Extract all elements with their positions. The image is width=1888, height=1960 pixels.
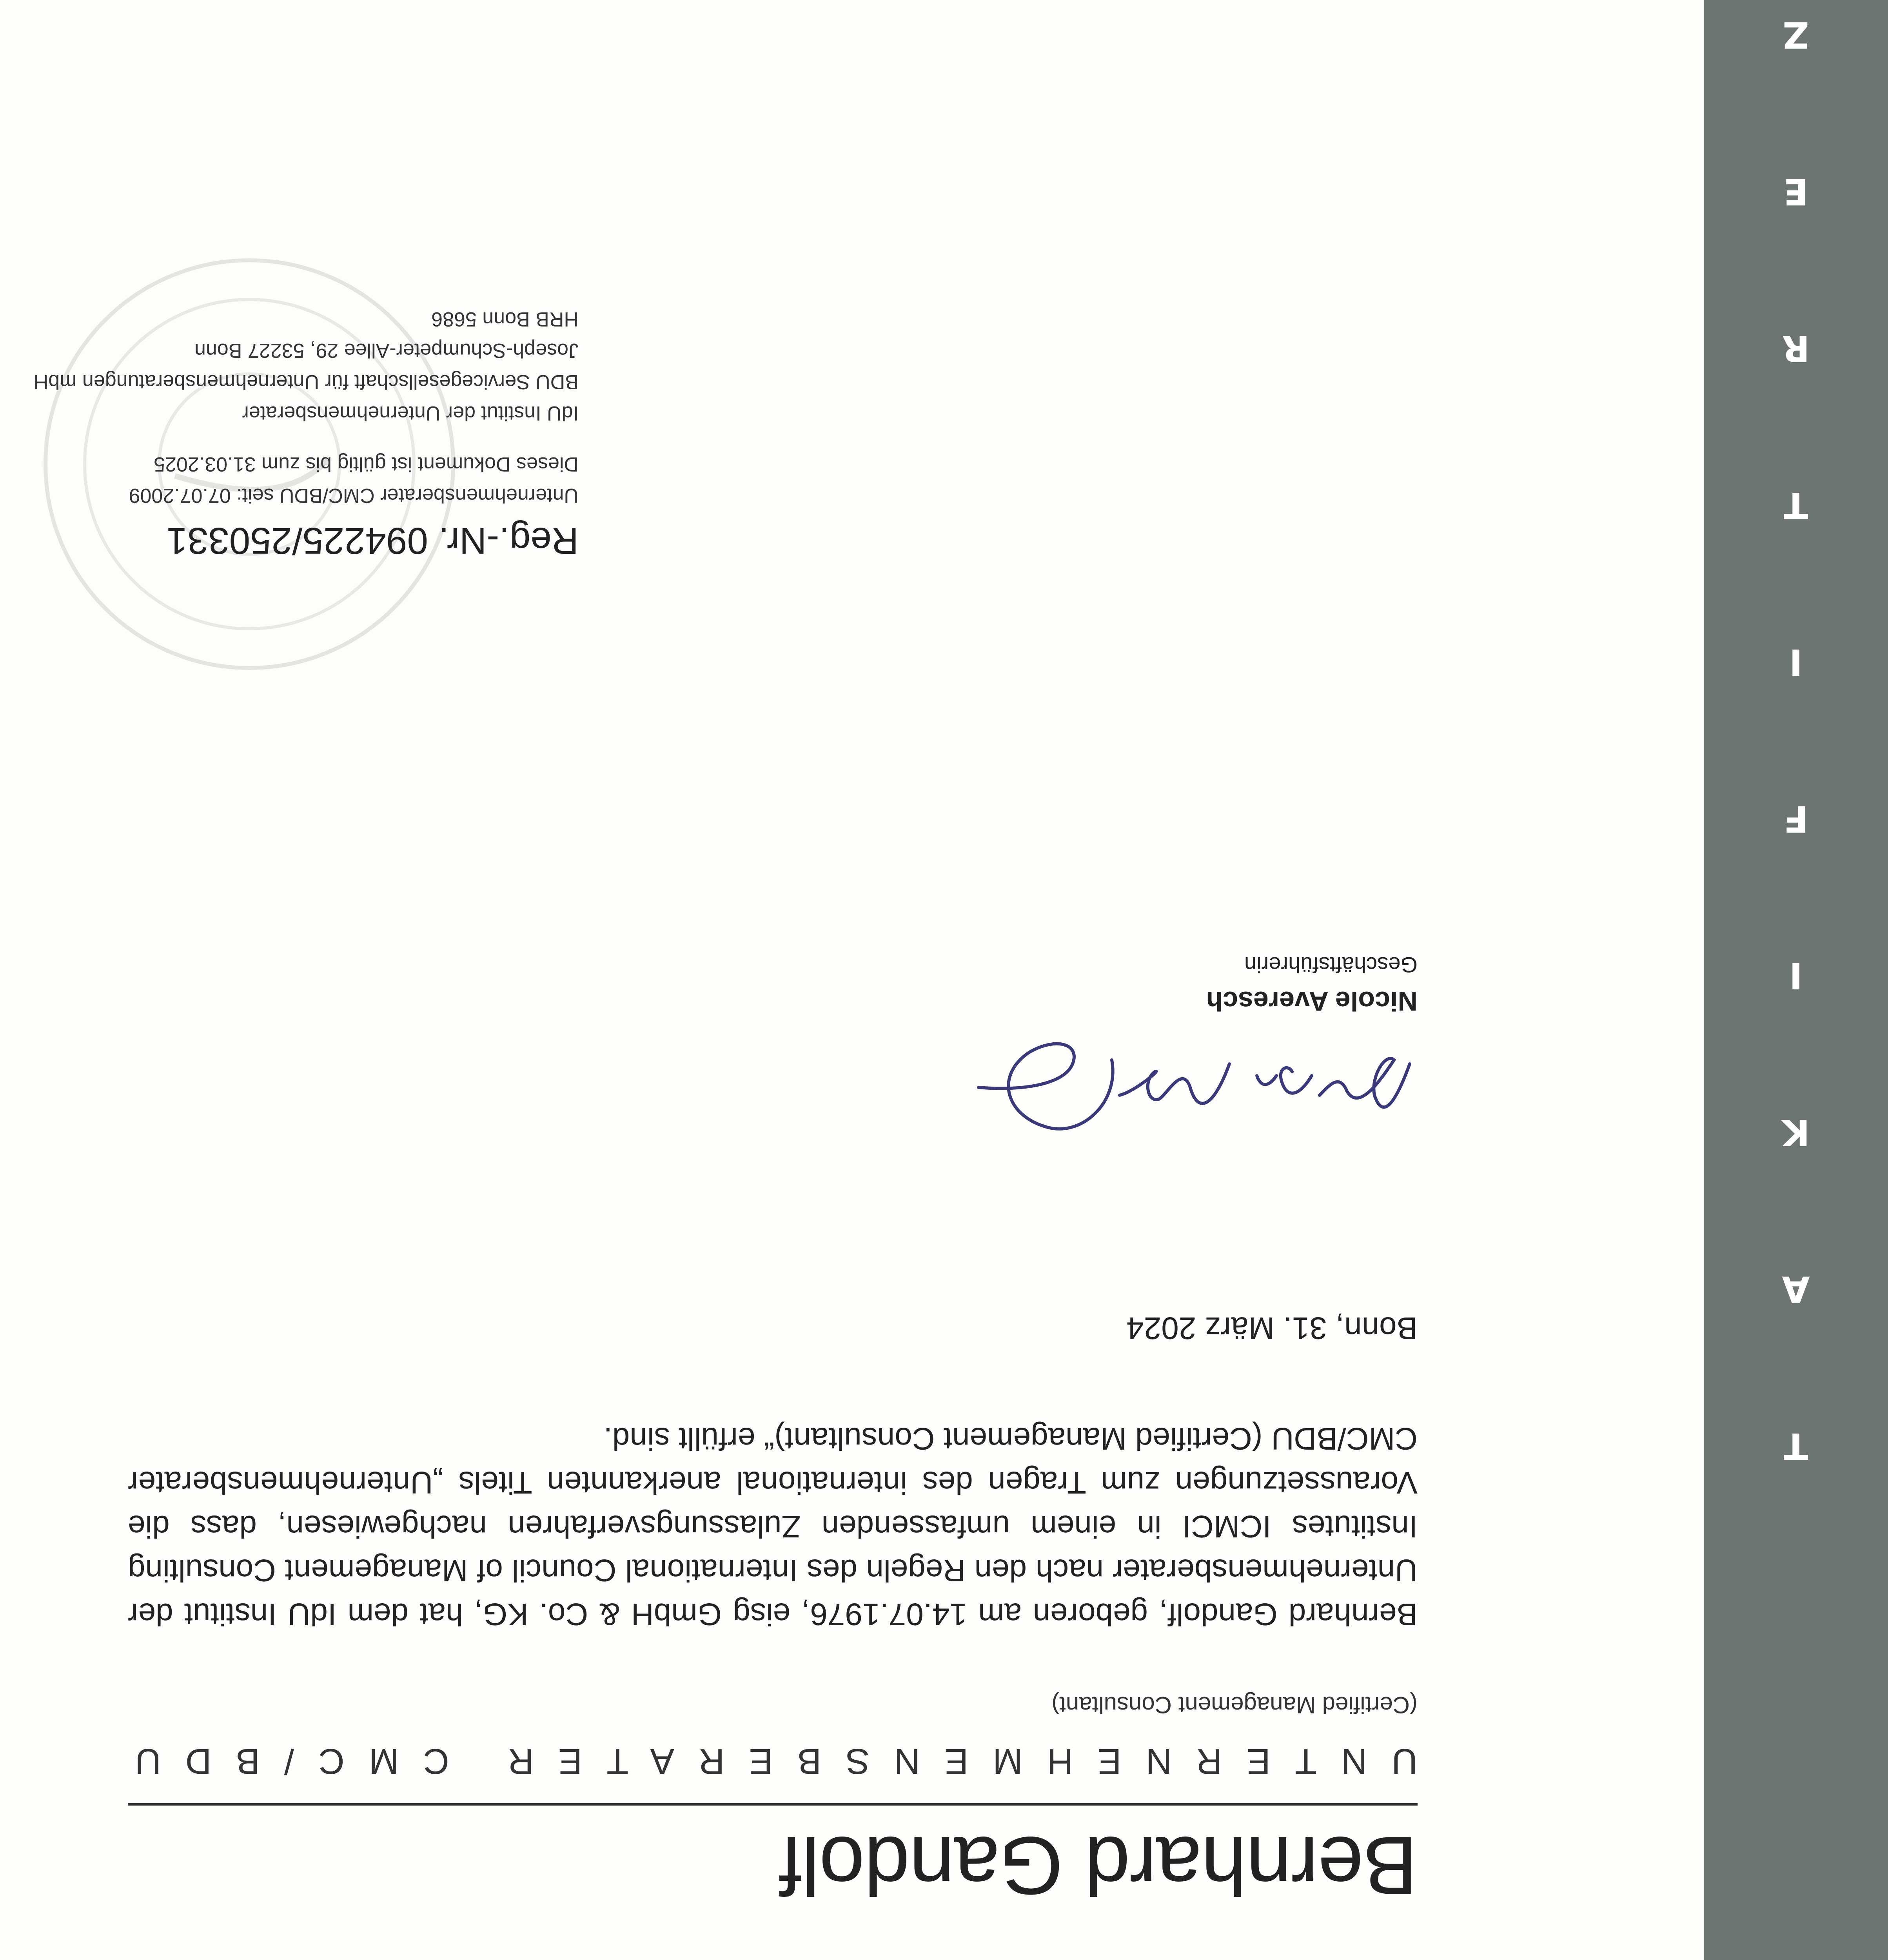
band-letter: I (1789, 955, 1803, 996)
holder-name: Bernhard Gandolf (780, 1820, 1418, 1912)
band-letter: I (1789, 641, 1803, 683)
band-letter: R (1782, 327, 1810, 369)
signatory-name: Nicole Averesch (1206, 986, 1418, 1016)
title-divider (128, 1803, 1418, 1806)
cmc-since: Unternehmensberater CMC/BDU seit: 07.07.2009 (129, 484, 579, 507)
handwritten-signature (967, 1029, 1418, 1154)
certificate-title: UNTERNEHMENSBERATER CMC/BDU (111, 1741, 1418, 1781)
band-letter: E (1783, 171, 1808, 212)
band-letter: A (1782, 1268, 1810, 1310)
place-date: Bonn, 31. März 2024 (1126, 1311, 1418, 1346)
band-letter: T (1783, 1425, 1808, 1467)
side-band (1704, 0, 1888, 1960)
band-letter: Z (1783, 14, 1809, 56)
org-hrb: HRB Bonn 5686 (431, 308, 579, 330)
org-line-1: IdU Institut der Unternehmensberater (242, 402, 579, 425)
certificate-body-text: Bernhard Gandolf, geboren am 14.07.1976, eisg GmbH & Co. KG, hat dem IdU Institut der Unternehmensberater nach den Regeln des International Council of Management Consulting Institutes ICMCI in einem umfassenden Zulassungsverfahren nachgewiesen, dass die Voraussetzungen zum Tragen des international anerkannten Titels „Unternehmensberater CMC/BDU (Certified Management Consultant)“ erfüllt sind. (128, 1421, 1418, 1632)
band-letter: F (1783, 798, 1808, 840)
org-line-2: BDU Servicegesellschaft für Unternehmensberatungen mbH (33, 370, 579, 393)
signatory-role: Geschäftsführerin (1244, 953, 1418, 977)
valid-until: Dieses Dokument ist gültig bis zum 31.03.2025 (154, 453, 579, 475)
band-letter: K (1782, 1111, 1810, 1153)
band-letter: T (1783, 484, 1808, 526)
certificate-subtitle: (Certified Management Consultant) (1051, 1692, 1418, 1718)
registration-number: Reg.-Nr. 094225/250331 (166, 520, 579, 562)
org-address: Joseph-Schumpeter-Allee 29, 53227 Bonn (194, 339, 579, 362)
